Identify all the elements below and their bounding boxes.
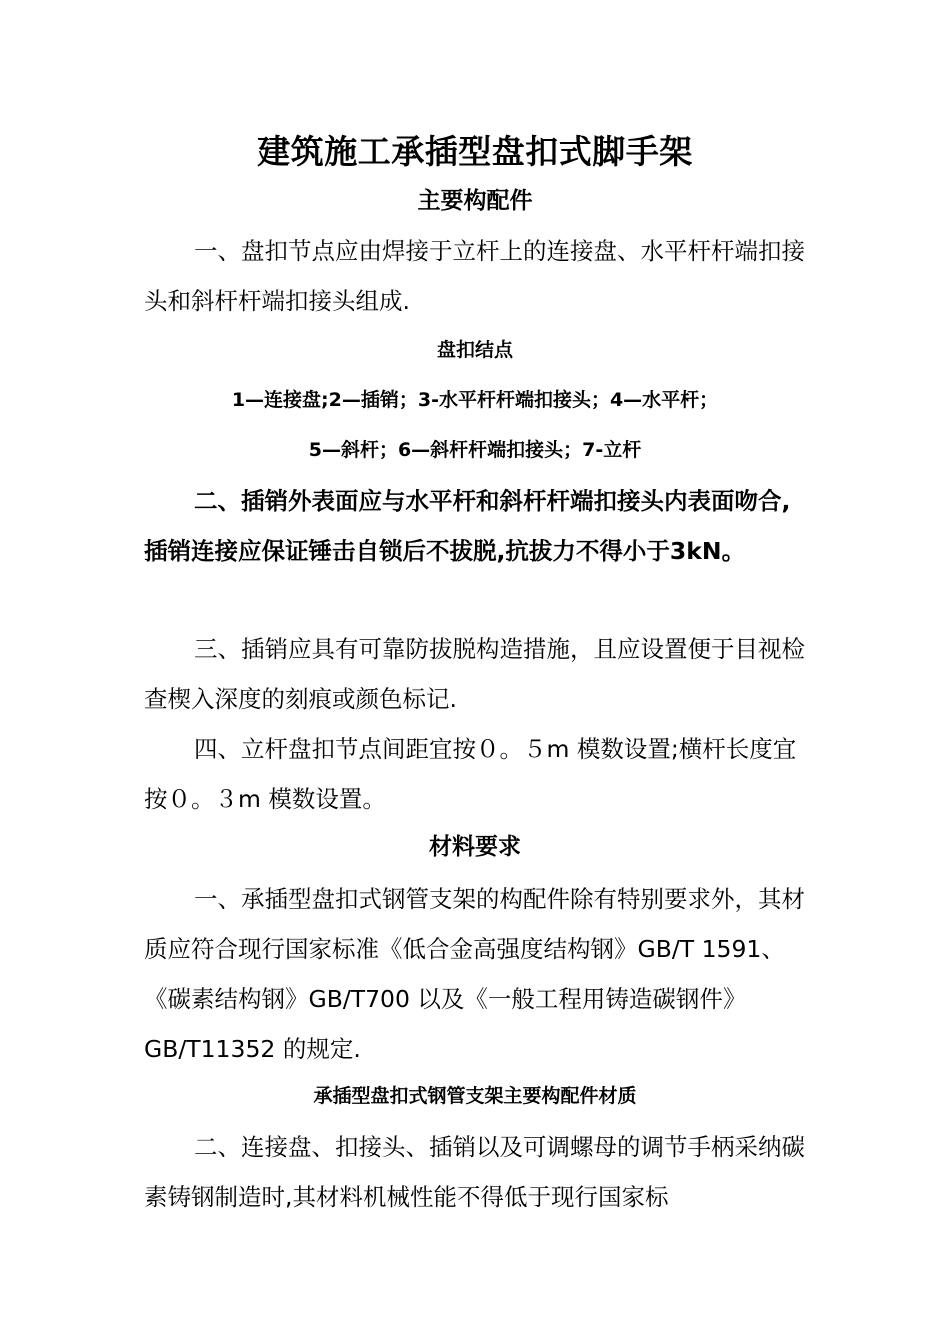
paragraph-5: 一、承插型盘扣式钢管支架的构配件除有特别要求外，其材质应符合现行国家标准《低合金高强度结构钢》GB/T 1591、《碳素结构钢》GB/T700 以及《一般工程用铸造碳钢件》GB/T11352 的规定. xyxy=(144,885,805,1063)
paragraph-2: 二、插销外表面应与水平杆和斜杆杆端扣接头内表面吻合,插销连接应保证锤击自锁后不拔脱,抗拔力不得小于3kN。 xyxy=(144,487,791,565)
document-title: 建筑施工承插型盘扣式脚手架 xyxy=(257,132,693,171)
figure-legend-line-1: 1—连接盘;2—插销；3-水平杆杆端扣接头；4—水平杆； xyxy=(231,389,719,411)
table-caption-material: 承插型盘扣式钢管支架主要构配件材质 xyxy=(313,1085,637,1107)
section-heading-materials: 材料要求 xyxy=(429,834,521,860)
paragraph-3: 三、插销应具有可靠防拔脱构造措施，且应设置便于目视检查楔入深度的刻痕或颜色标记. xyxy=(144,635,805,713)
figure-legend-line-2: 5—斜杆；6—斜杆杆端扣接头；7-立杆 xyxy=(308,439,642,461)
figure-caption-node-title: 盘扣结点 xyxy=(436,339,513,361)
section-heading-components: 主要构配件 xyxy=(417,188,533,214)
paragraph-4: 四、立杆盘扣节点间距宜按０。５m 模数设置;横杆长度宜按０。３m 模数设置。 xyxy=(144,735,797,813)
paragraph-6: 二、连接盘、扣接头、插销以及可调螺母的调节手柄采纳碳素铸钢制造时,其材料机械性能不得低于现行国家标 xyxy=(144,1133,805,1211)
paragraph-1: 一、盘扣节点应由焊接于立杆上的连接盘、水平杆杆端扣接头和斜杆杆端扣接头组成. xyxy=(144,237,805,315)
